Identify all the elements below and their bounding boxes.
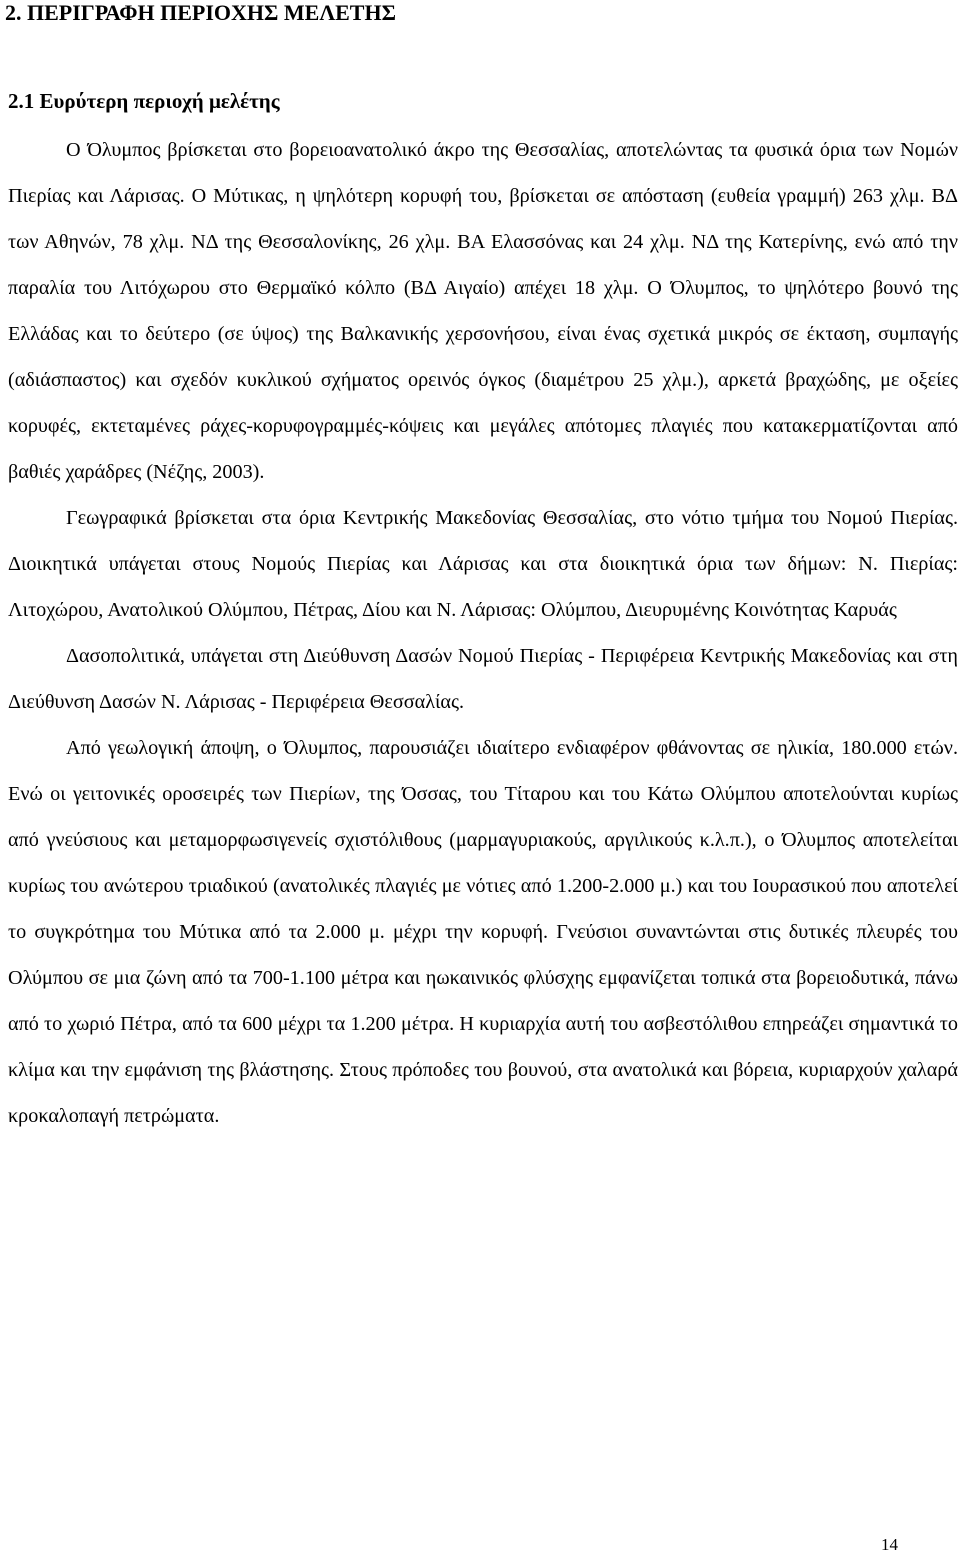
subsection-heading: 2.1 Ευρύτερη περιοχή μελέτης (8, 89, 280, 113)
body-text (8, 127, 958, 1139)
paragraph-geology: Από γεωλογική άποψη, ο Όλυμπος, παρουσιάζει ιδιαίτερο ενδιαφέρον φθάνοντας σε ηλικία, 180.000 ετών. Ενώ οι γειτονικές οροσειρές των Πιερίων, της Όσσας, του Τίταρου και του Κάτω Ολύμπου αποτελούνται κυρίως από γνεύσιους και μεταμορφωσιγενείς σχιστόλιθους (μαρμαγυριακούς, αργιλικούς κ.λ.π.), ο Όλυμπος αποτελείται κυρίως του ανώτερου τριαδικού (ανατολικές πλαγιές με νότιες από 1.200-2.000 μ.) και του Ιουρασικού που αποτελεί το συγκρότημα του Μύτικα από τα 2.000 μ. μέχρι την κορυφή. Γνεύσιοι συναντώνται στις δυτικές πλευρές του Ολύμπου σε μια ζώνη από τα 700-1.100 μέτρα και ηωκαινικός φλύσχης εμφανίζεται τοπικά στα βορειοδυτικά, πάνω από το χωριό Πέτρα, από τα 600 μέχρι τα 1.200 μέτρα. Η κυριαρχία αυτή του ασβεστόλιθου επηρεάζει σημαντικά το κλίμα και την εμφάνιση της βλάστησης. Στους πρόποδες του βουνού, στα ανατολικά και βόρεια, κυριαρχούν χαλαρά κροκαλοπαγή πετρώματα. (8, 737, 958, 1127)
page-number: 14 (881, 1535, 898, 1554)
paragraph-location: Ο Όλυμπος βρίσκεται στο βορειοανατολικό άκρο της Θεσσαλίας, αποτελώντας τα φυσικά όρια των Νομών Πιερίας και Λάρισας. Ο Μύτικας, η ψηλότερη κορυφή του, βρίσκεται σε απόσταση (ευθεία γραμμή) 263 χλμ. ΒΔ των Αθηνών, 78 χλμ. ΝΔ της Θεσσαλονίκης, 26 χλμ. ΒΑ Ελασσόνας και 24 χλμ. ΝΔ της Κατερίνης, ενώ από την παραλία του Λιτόχωρου στο Θερμαϊκό κόλπο (ΒΔ Αιγαίο) απέχει 18 χλμ. Ο Όλυμπος, το ψηλότερο βουνό της Ελλάδας και το δεύτερο (σε ύψος) της Βαλκανικής χερσονήσου, είναι ένας σχετικά μικρός σε έκταση, συμπαγής (αδιάσπαστος) και σχεδόν κυκλικού σχήματος ορεινός όγκος (διαμέτρου 25 χλμ.), αρκετά βραχώδης, με οξείες κορυφές, εκτεταμένες ράχες-κορυφογραμμές-κόψεις και μεγάλες απότομες πλαγιές που κατακερματίζονται από βαθιές χαράδρες (Νέζης, 2003). (8, 139, 958, 483)
section-heading: 2. ΠΕΡΙΓΡΑΦΗ ΠΕΡΙΟΧΗΣ ΜΕΛΕΤΗΣ (5, 0, 396, 25)
paragraph-geography: Γεωγραφικά βρίσκεται στα όρια Κεντρικής Μακεδονίας Θεσσαλίας, στο νότιο τμήμα του Νομού Πιερίας. Διοικητικά υπάγεται στους Νομούς Πιερίας και Λάρισας και στα διοικητικά όρια των δήμων: Ν. Πιερίας: Λιτοχώρου, Ανατολικού Ολύμπου, Πέτρας, Δίου και Ν. Λάρισας: Ολύμπου, Διευρυμένης Κοινότητας Καρυάς (8, 507, 958, 621)
paragraph-forestry: Δασοπολιτικά, υπάγεται στη Διεύθυνση Δασών Νομού Πιερίας - Περιφέρεια Κεντρικής Μακεδονίας και στη Διεύθυνση Δασών Ν. Λάρισας - Περιφέρεια Θεσσαλίας. (8, 645, 958, 713)
